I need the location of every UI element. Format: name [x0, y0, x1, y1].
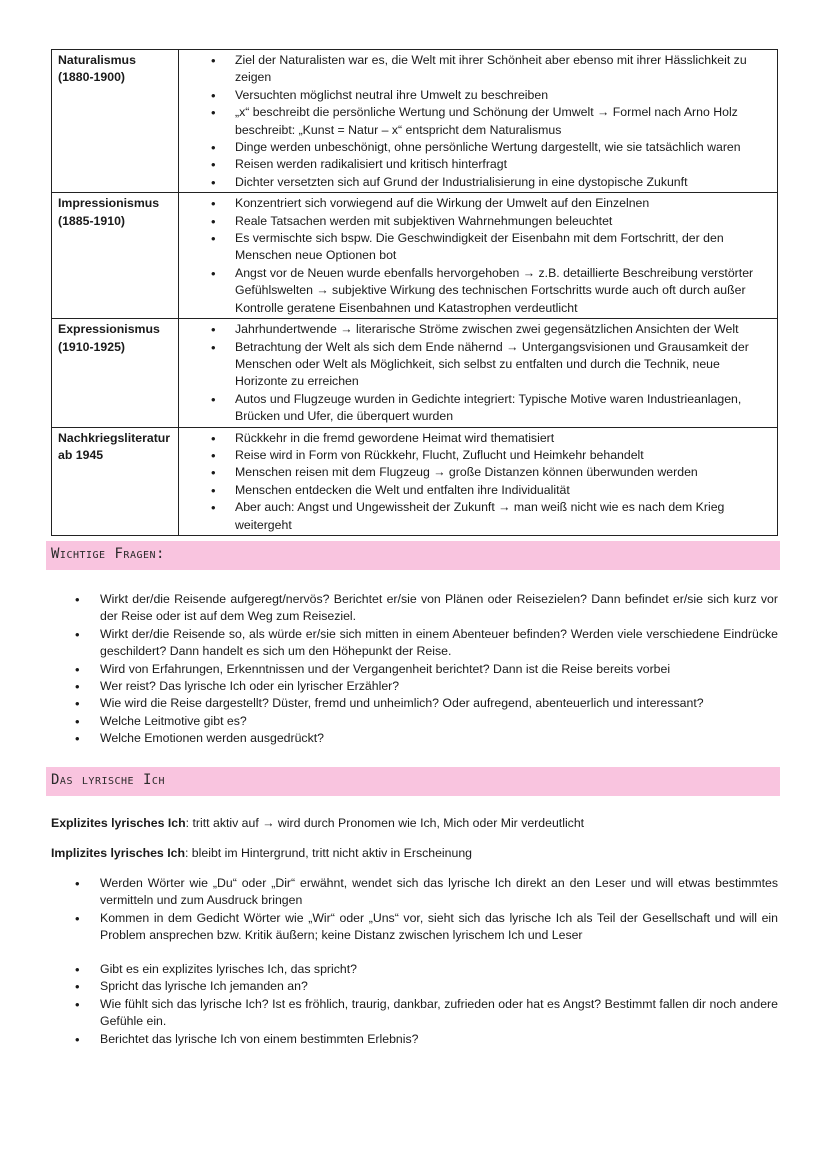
- list-item: • Welche Emotionen werden ausgedrückt?: [51, 730, 778, 747]
- list-item: • Wird von Erfahrungen, Erkenntnissen und der Vergangenheit berichtet? Dann ist die Reise bereits vorbei: [51, 661, 778, 678]
- implicit-ich-paragraph: [51, 845, 778, 862]
- epoch-name: Nachkriegsliteratur: [58, 430, 171, 445]
- ich-list-b: [51, 961, 778, 1048]
- epoch-points-cell: [179, 193, 778, 319]
- section-heading-wichtige-fragen: Wichtige Fragen:: [51, 546, 165, 562]
- list-item: • Menschen entdecken die Welt und entfalten ihre Individualität: [179, 482, 771, 499]
- epoch-name-cell: [52, 193, 179, 319]
- section-heading-band: [46, 767, 780, 796]
- list-item: • Wie wird die Reise dargestellt? Düster, fremd und unheimlich? Oder aufregend, abenteuerlich und interessant?: [51, 695, 778, 712]
- explicit-ich-term: Explizites lyrisches Ich: [51, 816, 186, 830]
- list-item: • Konzentriert sich vorwiegend auf die Wirkung der Umwelt auf den Einzelnen: [179, 195, 771, 212]
- table-row: [52, 319, 778, 427]
- epoch-years: ab 1945: [58, 447, 104, 462]
- list-item: • Wirkt der/die Reisende so, als würde er/sie sich mitten in einem Abenteuer befinden? Werden viele verschiedene Eindrücke geschildert? Dann handelt es sich um den Höhepunkt der Reise.: [51, 626, 778, 661]
- list-item: • Welche Leitmotive gibt es?: [51, 713, 778, 730]
- list-item: • Spricht das lyrische Ich jemanden an?: [51, 978, 778, 995]
- list-item: • Rückkehr in die fremd gewordene Heimat wird thematisiert: [179, 430, 771, 447]
- implicit-ich-text: : bleibt im Hintergrund, tritt nicht aktiv in Erscheinung: [184, 846, 473, 860]
- list-item: • Kommen in dem Gedicht Wörter wie „Wir“ oder „Uns“ vor, sieht sich das lyrische Ich als Teil der Gesellschaft und will ein Problem ansprechen bzw. Kritik äußern; keine Distanz zwischen lyrischem Ich und Leser: [51, 910, 778, 945]
- list-item: • Jahrhundertwende → literarische Ströme zwischen zwei gegensätzlichen Ansichten der Welt: [179, 321, 771, 338]
- epoch-points-cell: [179, 319, 778, 427]
- epoch-years: (1885-1910): [58, 213, 125, 228]
- list-item: • „x“ beschreibt die persönliche Wertung und Schönung der Umwelt → Formel nach Arno Holz beschreibt: „Kunst = Natur – x“ entspricht dem Naturalismus: [179, 104, 771, 139]
- epoch-years: (1880-1900): [58, 70, 125, 85]
- list-item: • Berichtet das lyrische Ich von einem bestimmten Erlebnis?: [51, 1031, 778, 1048]
- list-item: • Wirkt der/die Reisende aufgeregt/nervös? Berichtet er/sie von Plänen oder Reisezielen? Dann befindet er/sie sich kurz vor der Reise oder ist auf dem Weg zum Reiseziel.: [51, 591, 778, 626]
- epoch-points-cell: [179, 427, 778, 535]
- list-item: • Ziel der Naturalisten war es, die Welt mit ihrer Schönheit aber ebenso mit ihrer Hässlichkeit zu zeigen: [179, 52, 771, 87]
- list-item: • Angst vor de Neuen wurde ebenfalls hervorgehoben → z.B. detaillierte Beschreibung verstörter Gefühlswelten → subjektive Wirkung des technischen Fortschritts wurde auch oft durch außer Kontrolle geratene Eisenbahnen und Katastrophen verdeutlicht: [179, 265, 771, 317]
- table-row: [52, 193, 778, 319]
- explicit-ich-text: : tritt aktiv auf → wird durch Pronomen wie Ich, Mich oder Mir verdeutlicht: [185, 816, 585, 830]
- epoch-name: Impressionismus: [58, 196, 160, 211]
- list-item: • Dinge werden unbeschönigt, ohne persönliche Wertung dargestellt, wie sie tatsächlich waren: [179, 139, 771, 156]
- list-item: • Reise wird in Form von Rückkehr, Flucht, Zuflucht und Heimkehr behandelt: [179, 447, 771, 464]
- epochs-table: [51, 49, 778, 536]
- list-item: • Es vermischte sich bspw. Die Geschwindigkeit der Eisenbahn mit dem Fortschritt, der den Menschen neue Optionen bot: [179, 230, 771, 265]
- epoch-name-cell: [52, 319, 179, 427]
- list-item: • Reale Tatsachen werden mit subjektiven Wahrnehmungen beleuchtet: [179, 213, 771, 230]
- explicit-ich-paragraph: [51, 815, 778, 832]
- list-item: • Wer reist? Das lyrische Ich oder ein lyrischer Erzähler?: [51, 678, 778, 695]
- list-item: • Reisen werden radikalisiert und kritisch hinterfragt: [179, 156, 771, 173]
- epoch-points-cell: [179, 50, 778, 193]
- list-item: • Autos und Flugzeuge wurden in Gedichte integriert: Typische Motive waren Industrieanlagen, Brücken und Ufer, die überquert wurden: [179, 391, 771, 426]
- ich-list-a: [51, 875, 778, 945]
- section-heading-band: [46, 541, 780, 570]
- list-item: • Aber auch: Angst und Ungewissheit der Zukunft → man weiß nicht wie es nach dem Krieg weitergeht: [179, 499, 771, 534]
- epoch-name-cell: [52, 50, 179, 193]
- epoch-name-cell: [52, 427, 179, 535]
- table-row: [52, 50, 778, 193]
- list-item: • Wie fühlt sich das lyrische Ich? Ist es fröhlich, traurig, dankbar, zufrieden oder hat es Angst? Bestimmt fallen dir noch andere Gefühle ein.: [51, 996, 778, 1031]
- list-item: • Werden Wörter wie „Du“ oder „Dir“ erwähnt, wendet sich das lyrische Ich direkt an den Leser und will etwas bestimmtes vermitteln und zum Ausdruck bringen: [51, 875, 778, 910]
- epoch-years: (1910-1925): [58, 339, 125, 354]
- list-item: • Menschen reisen mit dem Flugzeug → große Distanzen können überwunden werden: [179, 464, 771, 481]
- table-row: [52, 427, 778, 535]
- fragen-list: [51, 591, 778, 748]
- list-item: • Dichter versetzten sich auf Grund der Industrialisierung in eine dystopische Zukunft: [179, 174, 771, 191]
- section-heading-lyrisches-ich: Das lyrische Ich: [51, 772, 165, 788]
- epoch-name: Expressionismus: [58, 322, 160, 337]
- implicit-ich-term: Implizites lyrisches Ich: [51, 846, 185, 860]
- list-item: • Betrachtung der Welt als sich dem Ende nähernd → Untergangsvisionen und Grausamkeit der Menschen oder Welt als Möglichkeit, sich selbst zu entfalten und durch die Technik, neue Horizonte zu erreichen: [179, 339, 771, 391]
- list-item: • Gibt es ein explizites lyrisches Ich, das spricht?: [51, 961, 778, 978]
- epoch-name: Naturalismus: [58, 53, 136, 67]
- list-item: • Versuchten möglichst neutral ihre Umwelt zu beschreiben: [179, 87, 771, 104]
